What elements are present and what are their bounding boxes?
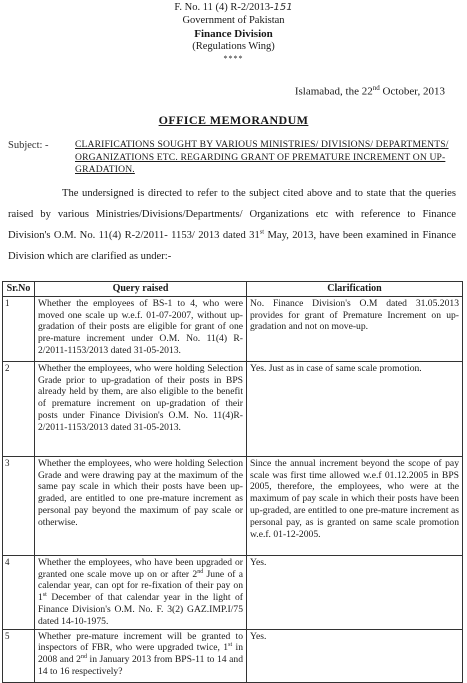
- table-row: [3, 361, 463, 456]
- header-sr-no: Sr.No: [3, 282, 35, 297]
- subject-text: CLARIFICATIONS SOUGHT BY VARIOUS MINISTRIES/ DIVISIONS/ DEPARTMENTS/ ORGANIZATIONS ETC. REGARDING GRANT OF PREMATURE INCREMENT ON UP-GRADATION.: [75, 139, 449, 175]
- row-sr-no: 1: [3, 296, 35, 361]
- table-header-row: [3, 282, 463, 297]
- row-query: Whether the employees of BS-1 to 4, who were moved one scale up w.e.f. 01-07-2007, without up-gradation of their posts are eligible for grant of one pre-mature increment under O.M. No. 11(4) R-2/2011-1153/2013 dated 31-05-2013.: [35, 296, 247, 361]
- header-query: Query raised: [35, 282, 247, 297]
- body-paragraph: The undersigned is directed to refer to the subject cited above and to state that the queries raised by various Ministries/Divisions/Departments/ Organizations etc with reference to Finance Division's O.M. No. 11(4) R-2/2011- 1153/ 2013 dated 31st May, 2013, have been examined in Finance Division which are clarified as under:-: [8, 188, 456, 262]
- row-query: Whether pre-mature increment will be granted to inspectors of FBR, who were upgraded twice, 1st in 2008 and 2nd in January 2013 from BPS-11 to 14 and 14 to 16 respectively?: [35, 629, 247, 682]
- row-query: Whether the employees, who were holding Selection Grade prior to up-gradation of their posts in BPS already held by them, are also eligible to the benefit of premature increment on up-gradation of their posts under Finance Division's O.M. No. 11(4)R-2/2011-1153/2013 dated 31-05-2013.: [35, 361, 247, 456]
- row-clarification: Yes. Just as in case of same scale promotion.: [247, 361, 463, 456]
- row-sr-no: 5: [3, 629, 35, 682]
- table-row: [3, 456, 463, 555]
- header-clarification: Clarification: [247, 282, 463, 297]
- row-clarification: No. Finance Division's O.M dated 31.05.2013 provides for grant of Premature Increment on up-gradation and not on move-up.: [247, 296, 463, 361]
- row-clarification: Yes.: [247, 629, 463, 682]
- memo-title: OFFICE MEMORANDUM: [158, 113, 309, 127]
- table-row: [3, 296, 463, 361]
- row-clarification: Yes.: [247, 555, 463, 629]
- header-stars: ****: [223, 54, 244, 63]
- row-sr-no: 4: [3, 555, 35, 629]
- table-row: [3, 555, 463, 629]
- government-heading: Government of Pakistan: [182, 15, 285, 26]
- row-query: Whether the employees, who have been upgraded or granted one scale move up on or after 2nd June of a calendar year, can opt for re-fixation of their pay on 1st December of that calendar year in the light of Finance Division's O.M. No. F. 3(2) GAZ.IMP.I/75 dated 14-10-1975.: [35, 555, 247, 629]
- file-number: F. No. 11 (4) R-2/2013-151: [174, 2, 293, 13]
- table-row: [3, 629, 463, 682]
- subject-label: Subject: -: [8, 140, 49, 151]
- row-sr-no: 3: [3, 456, 35, 555]
- handwritten-number: 151: [273, 2, 293, 13]
- clarification-table: [2, 281, 463, 683]
- row-clarification: Since the annual increment beyond the scope of pay scale was first time allowed w.e.f 01.12.2005 in BPS 2005, therefore, the employees, who were at the maximum of pay scale in which their posts have been up-graded, are entitled to one pre-mature increment as personal pay, as is granted on same scale promotion w.e.f. 01-12-2005.: [247, 456, 463, 555]
- division-heading: Finance Division: [194, 28, 273, 40]
- row-query: Whether the employees, who were holding Selection Grade and were drawing pay at the maximum of the same pay scale in which their posts have been up-graded, are entitled to one pre-mature increment as personal pay beyond the maximum of pay scale or otherwise.: [35, 456, 247, 555]
- row-sr-no: 2: [3, 361, 35, 456]
- dateline: Islamabad, the 22nd October, 2013: [294, 84, 445, 98]
- wing-heading: (Regulations Wing): [192, 41, 275, 52]
